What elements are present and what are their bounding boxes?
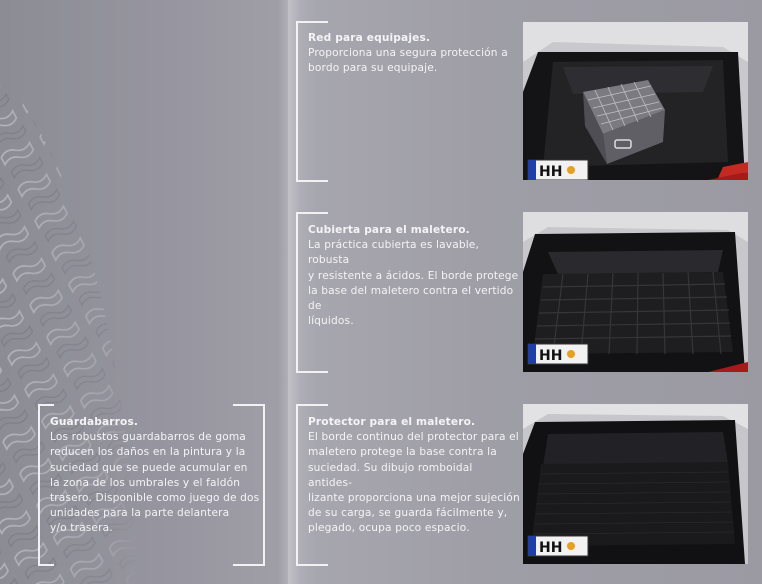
license-plate-text: HH — [539, 348, 563, 364]
section-cubierta-maletero — [308, 223, 520, 329]
trunk-tray-cover-photo — [523, 212, 748, 372]
license-plate-text: HH — [539, 164, 563, 180]
section-body: Los robustos guardabarros de goma reducen los daños en la pintura y la suciedad que se puede acumular en la zona de los umbrales y el faldón trasero. Disponible como juego de dos unidades para la parte delantera y/o trasera. — [50, 431, 260, 535]
section-title: Protector para el maletero. — [308, 416, 476, 428]
section-body: La práctica cubierta es lavable, robusta y resistente a ácidos. El borde protege la base del maletero contra el vertido de líquidos. — [308, 239, 519, 328]
section-guardabarros — [50, 415, 260, 537]
trunk-protector-mat-photo — [523, 404, 748, 564]
section-body: Proporciona una segura protección a bordo para su equipaje. — [308, 47, 508, 75]
section-body: El borde continuo del protector para el maletero protege la base contra la suciedad. Su dibujo romboidal antides- lizante proporciona una mejor sujeción de su carga, se guarda fácilmente y, plegado, ocupa poco espacio. — [308, 431, 520, 535]
section-title: Guardabarros. — [50, 416, 139, 428]
section-title: Cubierta para el maletero. — [308, 224, 470, 236]
section-red-equipajes — [308, 31, 518, 77]
section-title: Red para equipajes. — [308, 32, 431, 44]
trunk-luggage-net-photo — [523, 22, 748, 180]
section-protector-maletero — [308, 415, 520, 537]
license-plate-text: HH — [539, 540, 563, 556]
